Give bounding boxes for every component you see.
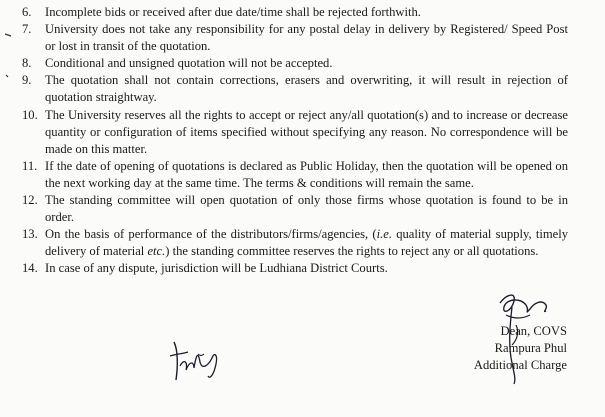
clause-number: 14. — [22, 261, 38, 276]
clause-text: University does not take any responsibility for any postal delay in delivery by Registered/ Speed Post or lost in transit of the quotation. — [45, 22, 568, 54]
clause-text: Conditional and unsigned quotation will not be accepted. — [45, 56, 333, 71]
clause-text-part: On the basis of performance of the distributors/firms/agencies, ( — [45, 227, 377, 242]
clause-6 — [22, 4, 568, 21]
clause-7 — [22, 21, 568, 55]
clause-number: 6. — [22, 5, 32, 19]
clause-text-part: quality of material supply, timely delivery of material — [45, 227, 569, 259]
clause-text: Incomplete bids or received after due date/time shall be rejected forthwith. — [45, 5, 421, 19]
clause-number: 13. — [22, 227, 38, 242]
clause-9 — [22, 72, 568, 106]
clause-text: The quotation shall not contain corrections, erasers and overwriting, it will result in rejection of quotation straightway. — [45, 73, 568, 105]
clause-text-italic: i.e. — [376, 227, 392, 242]
clause-text: The standing committee will open quotation of only those firms whose quotation is found to be in order. — [45, 193, 568, 225]
handwritten-initials — [168, 336, 228, 386]
clause-10 — [22, 107, 568, 158]
clause-13 — [22, 226, 568, 260]
clause-number: 7. — [22, 22, 32, 37]
signatory-charge: Additional Charge — [473, 358, 567, 372]
clause-text-italic: etc. — [147, 244, 166, 259]
clause-text: In case of any dispute, jurisdiction will be Ludhiana District Courts. — [45, 261, 388, 276]
clause-text: The University reserves all the rights to accept or reject any/all quotation(s) and to increase or decrease quantity or configuration of items specified without specifying any reason. No correspondence will be made on this matter. — [45, 107, 568, 156]
clause-number: 11. — [22, 158, 38, 173]
clause-text-part: ) the standing committee reserves the rights to reject any or all quotations. — [165, 244, 539, 259]
margin-mark — [2, 30, 16, 90]
clause-number: 8. — [22, 56, 32, 71]
clause-number: 10. — [22, 107, 38, 122]
terms-list — [22, 4, 568, 278]
signatory-block — [474, 323, 567, 374]
clause-12 — [22, 192, 568, 226]
signatory-title: Dean, COVS — [500, 324, 567, 338]
clause-number: 12. — [22, 193, 38, 208]
clause-number: 9. — [22, 73, 32, 88]
clause-14 — [22, 260, 568, 277]
clause-8 — [22, 55, 568, 72]
clause-11 — [22, 158, 568, 192]
signatory-name: Rampura Phul — [494, 341, 567, 355]
clause-text — [45, 226, 568, 260]
clause-text: If the date of opening of quotations is declared as Public Holiday, then the quotation will be opened on the next working day at the same time. The terms & conditions will remain the same. — [45, 158, 568, 190]
